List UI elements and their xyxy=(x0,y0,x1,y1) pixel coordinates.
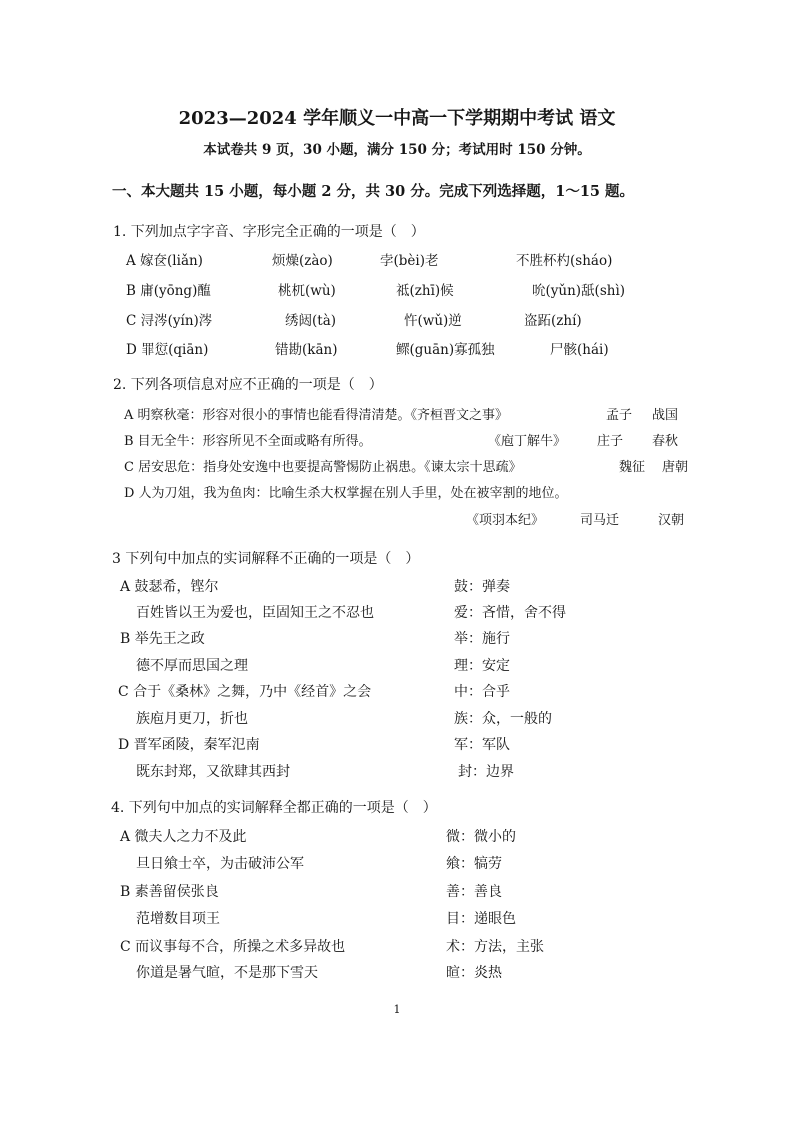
q2-d-author: 司马迁 xyxy=(580,513,620,528)
q4-a-sentence-2: 旦日飨士卒，为击破沛公军 xyxy=(136,856,304,872)
q3-b-gloss-2: 理：安定 xyxy=(454,658,510,674)
q1-b-2: 桃杌(wù) xyxy=(278,283,336,299)
q3-d-gloss-1: 军：军队 xyxy=(454,737,510,753)
q3-b-sentence-2: 德不厚而思国之理 xyxy=(136,658,248,674)
q2-a-era: 战国 xyxy=(652,408,679,423)
q4-a-gloss-1: 微：微小的 xyxy=(446,829,516,845)
q3-c-sentence-2: 族庖月更刀，折也 xyxy=(136,711,248,727)
q4-c-sentence-1: C 而议事每不合，所操之术多异故也 xyxy=(120,939,346,955)
q1-stem: 1. 下列加点字字音、字形完全正确的一项是（ ） xyxy=(113,224,425,240)
q3-b-gloss-1: 举：施行 xyxy=(454,631,510,647)
q1-a-4: 不胜杯杓(sháo) xyxy=(516,253,613,269)
q2-b-text: B 目无全牛：形容所见不全面或略有所得。 xyxy=(124,434,372,449)
q3-d-sentence-2: 既东封郑，又欲肆其西封 xyxy=(136,764,290,780)
q3-b-sentence-1: B 举先王之政 xyxy=(120,631,205,647)
q1-b-4: 吮(yǔn)舐(shì) xyxy=(532,283,626,299)
q1-d-4: 尸骸(hái) xyxy=(550,342,609,358)
q2-d-source: 《项羽本纪》 xyxy=(466,513,545,528)
q3-c-sentence-1: C 合于《桑林》之舞，乃中《经首》之会 xyxy=(118,684,372,700)
q4-b-gloss-2: 目：递眼色 xyxy=(446,911,516,927)
q4-stem: 4. 下列句中加点的实词解释全都正确的一项是（ ） xyxy=(111,800,437,816)
q2-b-source: 《庖丁解牛》 xyxy=(488,434,567,449)
q4-a-gloss-2: 飨：犒劳 xyxy=(446,856,502,872)
q4-c-gloss-1: 术：方法，主张 xyxy=(446,939,544,955)
q3-a-gloss-2: 爱：吝惜，舍不得 xyxy=(454,605,566,621)
q2-b-era: 春秋 xyxy=(652,434,679,449)
q4-b-sentence-2: 范增数目项王 xyxy=(136,911,220,927)
exam-subtitle: 本试卷共 9 页，30 小题，满分 150 分；考试用时 150 分钟。 xyxy=(203,142,591,158)
section-1-heading: 一、本大题共 15 小题，每小题 2 分，共 30 分。完成下列选择题，1～15 题。 xyxy=(112,183,635,200)
q3-a-gloss-1: 鼓：弹奏 xyxy=(454,579,510,595)
q4-b-gloss-1: 善：善良 xyxy=(446,884,502,900)
q3-c-gloss-2: 族：众，一般的 xyxy=(454,711,552,727)
q1-a-3: 孛(bèi)老 xyxy=(380,253,439,269)
q2-c-text: C 居安思危：指身处安逸中也要提高警惕防止祸患。《谏太宗十思疏》 xyxy=(124,460,522,475)
q2-d-era: 汉朝 xyxy=(658,513,685,528)
q2-a-text: A 明察秋毫：形容对很小的事情也能看得清清楚。《齐桓晋文之事》 xyxy=(124,408,509,423)
q2-a-author: 孟子 xyxy=(606,408,633,423)
q1-a-1: A 嫁奁(liǎn) xyxy=(126,253,203,269)
q4-b-sentence-1: B 素善留侯张良 xyxy=(120,884,219,900)
q1-d-1: D 罪愆(qiān) xyxy=(126,342,209,358)
q2-c-era: 唐朝 xyxy=(662,460,689,475)
q4-c-sentence-2: 你道是暑气暄，不是那下雪天 xyxy=(136,965,318,981)
q3-d-gloss-2: 封：边界 xyxy=(458,764,514,780)
q1-c-2: 绣闼(tà) xyxy=(285,313,337,329)
q1-d-2: 错勘(kān) xyxy=(275,342,338,358)
q2-c-author: 魏征 xyxy=(619,460,646,475)
q1-d-3: 鳏(guān)寡孤独 xyxy=(396,342,495,358)
q2-b-author: 庄子 xyxy=(597,434,624,449)
q4-c-gloss-2: 暄：炎热 xyxy=(446,965,502,981)
q1-c-3: 忤(wǔ)逆 xyxy=(404,313,462,329)
page-number: 1 xyxy=(393,1003,401,1016)
q4-a-sentence-1: A 微夫人之力不及此 xyxy=(120,829,247,845)
q1-c-4: 盗跖(zhí) xyxy=(524,313,582,329)
q2-stem: 2. 下列各项信息对应不正确的一项是（ ） xyxy=(113,377,383,393)
q3-c-gloss-1: 中：合乎 xyxy=(454,684,510,700)
q3-stem: 3 下列句中加点的实词解释不正确的一项是（ ） xyxy=(112,551,420,567)
q2-d-text: D 人为刀俎，我为鱼肉：比喻生杀大权掌握在别人手里，处在被宰割的地位。 xyxy=(124,486,568,501)
q1-a-2: 烦燥(zào) xyxy=(272,253,333,269)
q3-a-sentence-2: 百姓皆以王为爱也，臣固知王之不忍也 xyxy=(136,605,374,621)
q1-c-1: C 浔涔(yín)涔 xyxy=(126,313,213,329)
q3-a-sentence-1: A 鼓瑟希，铿尔 xyxy=(120,579,219,595)
q1-b-1: B 庸(yōng)醢 xyxy=(126,283,211,299)
q3-d-sentence-1: D 晋军函陵，秦军氾南 xyxy=(118,737,260,753)
exam-title: 2023—2024 学年顺义一中高一下学期期中考试 语文 xyxy=(178,108,616,129)
q1-b-3: 祗(zhī)候 xyxy=(396,283,454,299)
